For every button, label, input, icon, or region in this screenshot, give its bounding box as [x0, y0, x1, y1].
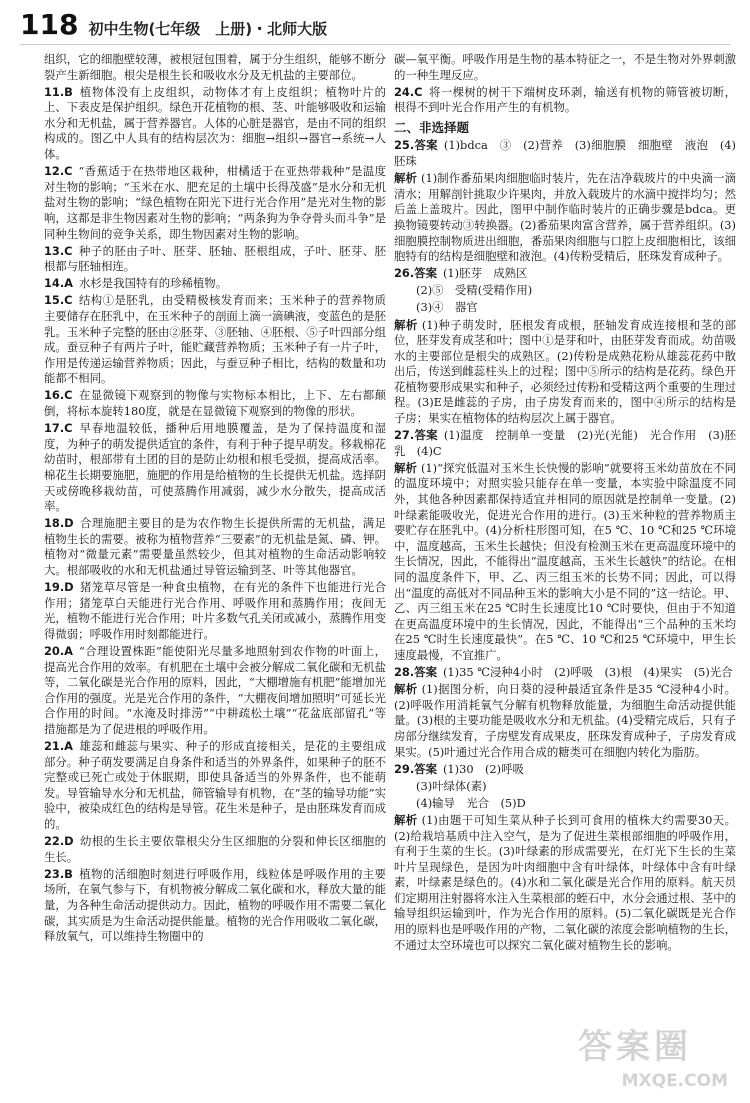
explanation-label: 解析 — [394, 460, 417, 475]
text-paragraph — [394, 52, 736, 83]
text-paragraph — [394, 300, 736, 316]
answer-item — [44, 244, 386, 275]
watermark-logo — [578, 1019, 728, 1091]
item-text: (2)⑤ 受精(受精作用) — [416, 283, 533, 298]
explanation-label: 解析 — [394, 812, 418, 827]
left-column — [44, 52, 386, 1092]
explanation-label: 解析 — [394, 317, 418, 332]
answer-number: 13.C — [44, 243, 73, 258]
explanation-label: 解析 — [394, 682, 418, 697]
answer-item — [394, 428, 736, 459]
answer-item — [394, 266, 736, 282]
page-header — [20, 10, 730, 45]
explanation-item — [394, 461, 736, 664]
answer-item — [44, 644, 386, 738]
item-text: 结构①是胚乳，由受精极核发育而来；玉米种子的营养物质主要储存在胚乳中，在玉米种子的剖面上滴一滴碘液，变蓝色的是胚乳。玉米种子完整的胚由②胚芽、③胚轴、④胚根、⑤子叶四部分组成。蚕豆种子有两片子叶，能贮藏营养物质；玉米种子有一片子叶，作用是传递运输营养物质；因此，与蚕豆种子相比，结构的数量和功能都不相同。 — [44, 293, 386, 386]
explanation-item — [394, 318, 736, 427]
answer-item — [44, 276, 386, 292]
item-text: 组织，它的细胞壁较薄，被根冠包围着，属于分生组织，能够不断分裂产生新细胞。根尖是根生长和吸收水分及无机盐的主要部位。 — [44, 52, 386, 82]
answer-number: 15.C — [44, 293, 73, 308]
item-text: (3)叶绿体(素) — [416, 778, 487, 793]
explanation-item — [394, 813, 736, 953]
answer-number: 14.A — [44, 276, 73, 291]
answer-item — [394, 138, 736, 169]
answer-number: 26.答案 — [394, 266, 437, 281]
answer-number: 16.C — [44, 388, 73, 403]
item-text: (4)输导 光合 (5)D — [416, 795, 526, 810]
item-text: “合理设置株距”能使阳光尽量多地照射到农作物的叶面上，提高光合作用的效率。有机肥在土壤中会被分解成二氧化碳和无机盐等，二氧化碳是光合作用的原料，因此，“大棚增施有机肥”能增加光合作用的强度。光是光合作用的条件，“大棚夜间增加照明”可延长光合作用的时间。“水淹及时排涝”“中耕疏松土壤”“花盆底部留孔”等措施都是为了促进根的呼吸作用。 — [44, 643, 386, 736]
section-heading: 二、非选择题 — [394, 119, 470, 135]
text-paragraph — [394, 779, 736, 795]
watermark-url: MXQE.COM — [621, 1071, 728, 1091]
answer-number: 18.D — [44, 516, 74, 531]
item-text: 幼根的生长主要依靠根尖分生区细胞的分裂和伸长区细胞的生长。 — [44, 834, 386, 864]
answer-item — [44, 834, 386, 865]
answer-number: 17.C — [44, 421, 73, 436]
answer-number: 19.D — [44, 580, 74, 595]
item-text: (1)30 (2)呼吸 — [442, 761, 524, 776]
explanation-item — [394, 682, 736, 760]
item-text: (3)④ 器官 — [416, 300, 478, 315]
item-text: “香蕉适于在热带地区栽种，柑橘适于在亚热带栽种”是温度对生物的影响；“玉米在水、肥充足的土壤中长得茂盛”是水分和无机盐对生物的影响；“绿色植物在阳光下进行光合作用”是光对生物的影响，这都是非生物因素对生物的影响；“两条狗为争夺骨头而斗争”是同种生物间的竞争关系，即生物因素对生物的影响。 — [44, 164, 386, 241]
item-text: 猪笼草尽管是一种食虫植物，在有光的条件下也能进行光合作用；猪笼草白天能进行光合作用、呼吸作用和蒸腾作用；夜间无光，植物不能进行光合作用；叶片多数气孔关闭或减小，蒸腾作用变得微弱；呼吸作用时刻都能进行。 — [44, 580, 386, 641]
item-text: (1)制作番茄果肉细胞临时装片，先在洁净载玻片的中央滴一滴清水；用解剖针挑取少许果肉，并放入载玻片的水滴中搅拌均匀；然后盖上盖玻片。因此，图甲中制作临时装片的正确步骤是bdca。更换物镜要转动③转换器。(2)番茄果肉富含营养，属于营养组织。(3)细胞膜控制物质进出细胞，番茄果肉细胞与口腔上皮细胞相比，该细胞特有的结构是细胞壁和液泡。(4)传粉受精后，胚珠发育成种子。 — [394, 171, 736, 264]
answer-item — [44, 739, 386, 833]
answer-item — [394, 665, 736, 681]
answer-number: 11.B — [44, 84, 73, 99]
text-paragraph — [394, 796, 736, 812]
explanation-item — [394, 171, 736, 265]
item-text: (1)胚芽 成熟区 — [442, 266, 528, 281]
item-text: (1)温度 控制单一变量 (2)光(光能) 光合作用 (3)胚乳 (4)C — [394, 428, 736, 458]
answer-number: 24.C — [394, 84, 423, 99]
book-title: 初中生物(七年级 上册)・北师大版 — [88, 20, 328, 38]
item-text: (1)bdca ③ (2)营养 (3)细胞膜 细胞壁 液泡 (4)胚珠 — [394, 138, 736, 169]
item-text: 将一棵树的树干下端树皮环剥，输送有机物的筛管被切断，根得不到叶光合作用产生的有机物。 — [394, 84, 736, 115]
item-text: (1)“探究低温对玉米生长快慢的影响”就要将玉米幼苗放在不同的温度环境中；对照实验只能存在单一变量，本实验中除温度不同外，其他各种因素都保持适宜并相同的原因就是控制单一变量。(2)叶绿素能吸收光，促进光合作用的进行。(3)玉米种粒的营养物质主要贮存在胚乳中。(4)分析柱形图可知，在5 ℃、10 ℃和25 ℃环境中，温度越高，玉米生长越快；但没有检测玉米在更高温度环境中的生长情况，因此，不能得出“温度越高，玉米生长越快”的结论。在相同的温度条件下，甲、乙、丙三组玉米的长势不同；因此，可以得出“温度的高低对不同品种玉米的影响大小是不同的”这一结论。甲、乙、丙三组玉米在25 ℃时生长速度比10 ℃时要快，但由于不知道在更高温度环境中的生长情况，因此，不能得出“三个品种的玉米均在25 ℃时生长速度最快”。在5 ℃、10 ℃和25 ℃环境中，甲生长速度最慢，不宜推广。 — [394, 460, 736, 662]
answer-number: 27.答案 — [394, 428, 438, 443]
answer-number: 29.答案 — [394, 761, 437, 776]
answer-item — [44, 85, 386, 163]
item-text: 植物的活细胞时刻进行呼吸作用，线粒体是呼吸作用的主要场所，在氧气参与下，有机物被分解成二氧化碳和水，释放大量的能量，为各种生命活动提供动力。因此，植物的呼吸作用不需要二氧化碳，其实质是为生命活动提供能量。植物的光合作用吸收二氧化碳，释放氧气，可以维持生物圈中的 — [44, 866, 386, 944]
watermark-text: 答案圈 — [578, 1027, 692, 1067]
answer-number: 25.答案 — [394, 138, 438, 153]
item-text: 种子的胚由子叶、胚芽、胚轴、胚根组成，子叶、胚芽、胚根都与胚轴相连。 — [44, 243, 386, 274]
text-paragraph — [44, 52, 386, 83]
answer-item — [44, 867, 386, 945]
text-paragraph — [394, 283, 736, 299]
item-text: (1)35 ℃浸种4小时 (2)呼吸 (3)根 (4)果实 (5)光合 — [442, 665, 733, 680]
answer-item — [394, 762, 736, 778]
page-number: 118 — [20, 8, 79, 41]
answer-number: 28.答案 — [394, 665, 437, 680]
answer-number: 23.B — [44, 866, 73, 881]
explanation-label: 解析 — [394, 171, 417, 186]
answer-number: 22.D — [44, 834, 74, 849]
item-text: 植物体没有上皮组织，动物体才有上皮组织；植物叶片的上、下表皮是保护组织。绿色开花植物的根、茎、叶能够吸收和运输水分和无机盐，属于营养器官。人体的心脏是器官，是由不同的组织构成的。图乙中人具有的结构层次为：细胞→组织→器官→系统→人体。 — [44, 84, 386, 162]
item-text: 雄蕊和雌蕊与果实、种子的形成直接相关，是花的主要组成部分。种子萌发要满足自身条件和适当的外界条件，如果种子的胚不完整或已死亡或处于休眠期，即使具备适当的外界条件，也不能萌发。导管输导水分和无机盐，筛管输导有机物，在“茎的输导功能”实验中，被染成红色的结构是导管。花生米是种子，是由胚珠发育而成的。 — [44, 739, 386, 831]
answer-item — [394, 85, 736, 116]
answer-item — [44, 388, 386, 419]
item-text: 合理施肥主要目的是为农作物生长提供所需的无机盐，满足植物生长的需要。被称为植物营养“三要素”的无机盐是氮、磷、钾。植物对“微量元素”需要量虽然较少，但其对植物的生命活动影响较大。根部吸收的水和无机盐通过导管运输到茎、叶等其他器官。 — [44, 516, 386, 577]
right-column — [394, 52, 736, 1092]
item-text: (1)种子萌发时，胚根发育成根，胚轴发育成连接根和茎的部位，胚芽发育成茎和叶；图中①是芽和叶，由胚芽发育而成。幼苗吸水的主要部位是根尖的成熟区。(2)传粉是成熟花粉从雄蕊花药中散出后，传送到雌蕊柱头上的过程；图中⑤所示的结构是花药。绿色开花植物要形成果实和种子，必须经过传粉和受精这两个重要的生理过程。(3)E是雌蕊的子房，由子房发育而来的，图中④所示的结构是子房；果实在植物体的结构层次上属于器官。 — [394, 317, 736, 426]
answer-number: 12.C — [44, 164, 73, 179]
answer-number: 20.A — [44, 643, 73, 658]
answer-item — [44, 293, 386, 387]
answer-item — [44, 164, 386, 242]
answer-item — [44, 421, 386, 515]
answer-number: 21.A — [44, 739, 73, 754]
item-text: 水杉是我国特有的珍稀植物。 — [79, 276, 228, 291]
item-text: 碳—氧平衡。呼吸作用是生物的基本特征之一，不是生物对外界刺激的一种生理反应。 — [394, 52, 736, 82]
answer-item — [44, 516, 386, 578]
item-text: 在显微镜下观察到的物像与实物标本相比，上下、左右都颠倒，将标本旋转180度，就是在显微镜下观察到的物像的形状。 — [44, 388, 386, 419]
item-text: (1)据图分析，向日葵的浸种最适宜条件是35 ℃浸种4小时。(2)呼吸作用消耗氧气分解有机物释放能量，为细胞生命活动提供能量。(3)根的主要功能是吸收水分和无机盐。(4)受精完成后，只有子房部分继续发育，子房壁发育成果皮，胚珠发育成种子，子房发育成果实。(5)叶通过光合作用合成的糖类可在细胞内转化为脂肪。 — [394, 682, 736, 759]
answer-item — [44, 580, 386, 642]
item-text: (1)由题干可知生菜从种子长到可食用的植株大约需要30天。(2)给栽培基质中注入空气，是为了促进生菜根部细胞的呼吸作用，有利于生菜的生长。(3)叶绿素的形成需要光，在灯光下生长的生菜叶片呈现绿色，是因为叶肉细胞中含有叶绿体，叶绿体中含有叶绿素，叶绿素是绿色的。(4)水和二氧化碳是光合作用的原料。航天员们定期用注射器将水注入生菜根部的蛭石中，水分会通过根、茎中的输导组织运输到叶，作为光合作用的原料。(5)二氧化碳既是光合作用的原料也是呼吸作用的产物，二氧化碳的浓度会影响植物的生长，不通过太空环境也可以探究二氧化碳对植物生长的影响。 — [394, 812, 736, 952]
item-text: 早春地温较低，播种后用地膜覆盖，是为了保持温度和湿度，为种子的萌发提供适宜的条件，有利于种子提早萌发。移栽棉花幼苗时，根部带有土团的目的是防止幼根和根毛受损，提高成活率。棉花生长期要施肥，施肥的作用是给植物的生长提供无机盐。选择阴天或傍晚移栽幼苗，可使蒸腾作用减弱，减少水分散失，提高成活率。 — [44, 421, 386, 514]
